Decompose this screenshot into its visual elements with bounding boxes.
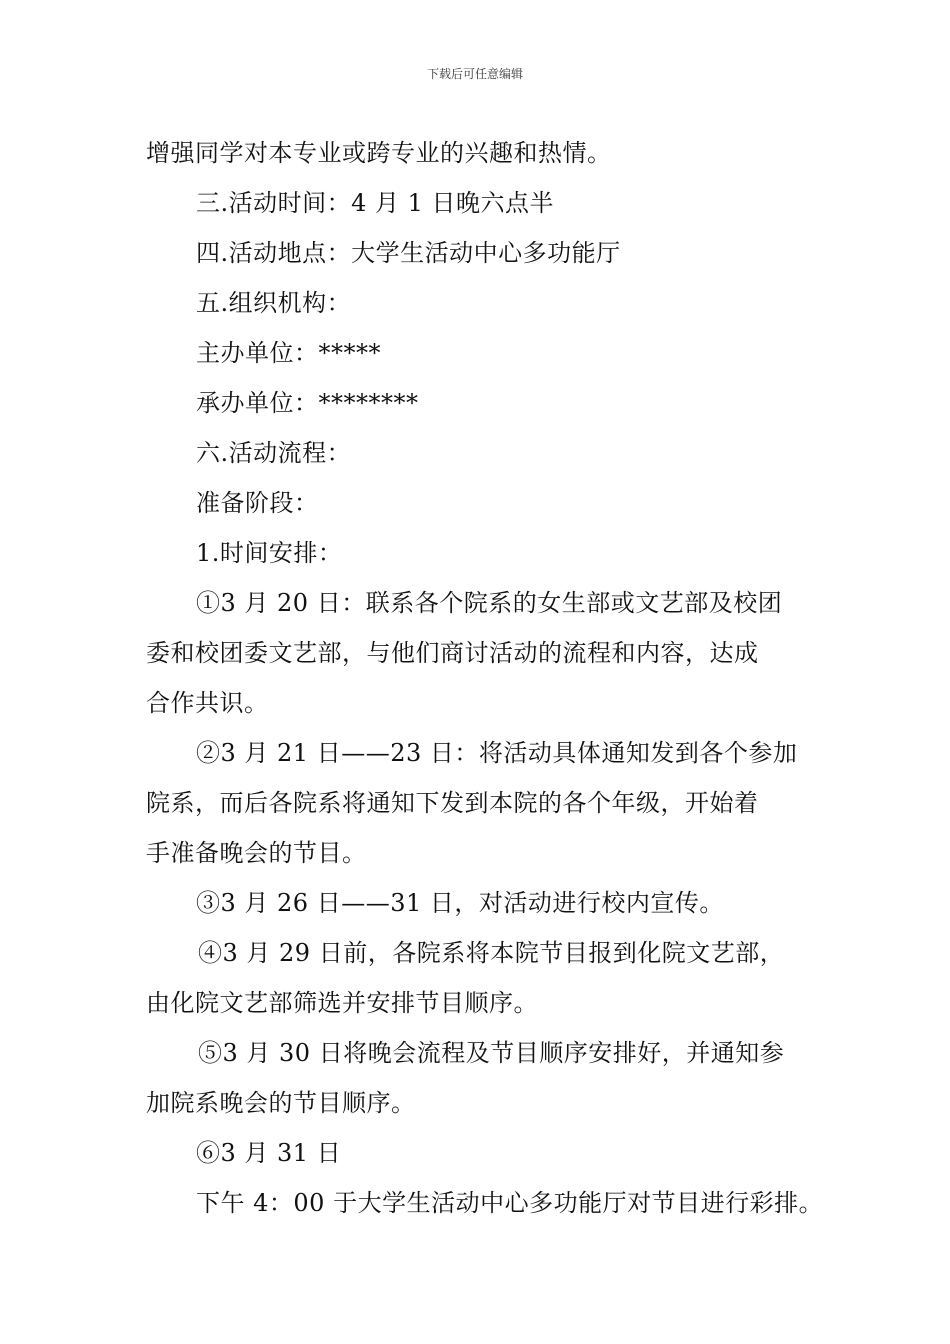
paragraph-line: ④3 月 29 日前，各院系将本院节目报到化院文艺部， (198, 939, 785, 967)
paragraph-line: 1.时间安排： (196, 539, 343, 567)
paragraph-line: ②3 月 21 日——23 日：将活动具体通知发到各个参加 (196, 739, 798, 767)
paragraph-line: 手准备晚会的节目。 (146, 839, 367, 867)
paragraph-line: ③3 月 26 日——31 日，对活动进行校内宣传。 (196, 889, 724, 917)
paragraph-line: 加院系晚会的节目顺序。 (146, 1089, 416, 1117)
page-header: 下载后可任意编辑 (426, 67, 523, 81)
paragraph-line: 五.组织机构： (196, 289, 352, 317)
paragraph-line: 四.活动地点：大学生活动中心多功能厅 (196, 239, 621, 267)
paragraph-line: 六.活动流程： (196, 439, 352, 467)
paragraph-line: 院系，而后各院系将通知下发到本院的各个年级，开始着 (146, 789, 759, 817)
paragraph-line: 委和校团委文艺部，与他们商讨活动的流程和内容，达成 (146, 639, 759, 667)
paragraph-line: 下午 4：00 于大学生活动中心多功能厅对节目进行彩排。 (196, 1189, 824, 1217)
paragraph-line: ⑤3 月 30 日将晚会流程及节目顺序安排好，并通知参 (198, 1039, 785, 1067)
paragraph-line: 承办单位：******** (196, 389, 419, 417)
paragraph-line: ⑥3 月 31 日 (196, 1139, 342, 1167)
paragraph-line: 由化院文艺部筛选并安排节目顺序。 (146, 989, 538, 1017)
paragraph-line: 合作共识。 (146, 689, 269, 717)
paragraph-line: ①3 月 20 日：联系各个院系的女生部或文艺部及校团 (196, 589, 783, 617)
paragraph-line: 三.活动时间：4 月 1 日晚六点半 (196, 189, 555, 217)
document-body (146, 128, 836, 1228)
paragraph-line: 主办单位：***** (196, 339, 381, 367)
paragraph-line: 准备阶段： (196, 489, 319, 517)
paragraph-line: 增强同学对本专业或跨专业的兴趣和热情。 (146, 139, 612, 167)
